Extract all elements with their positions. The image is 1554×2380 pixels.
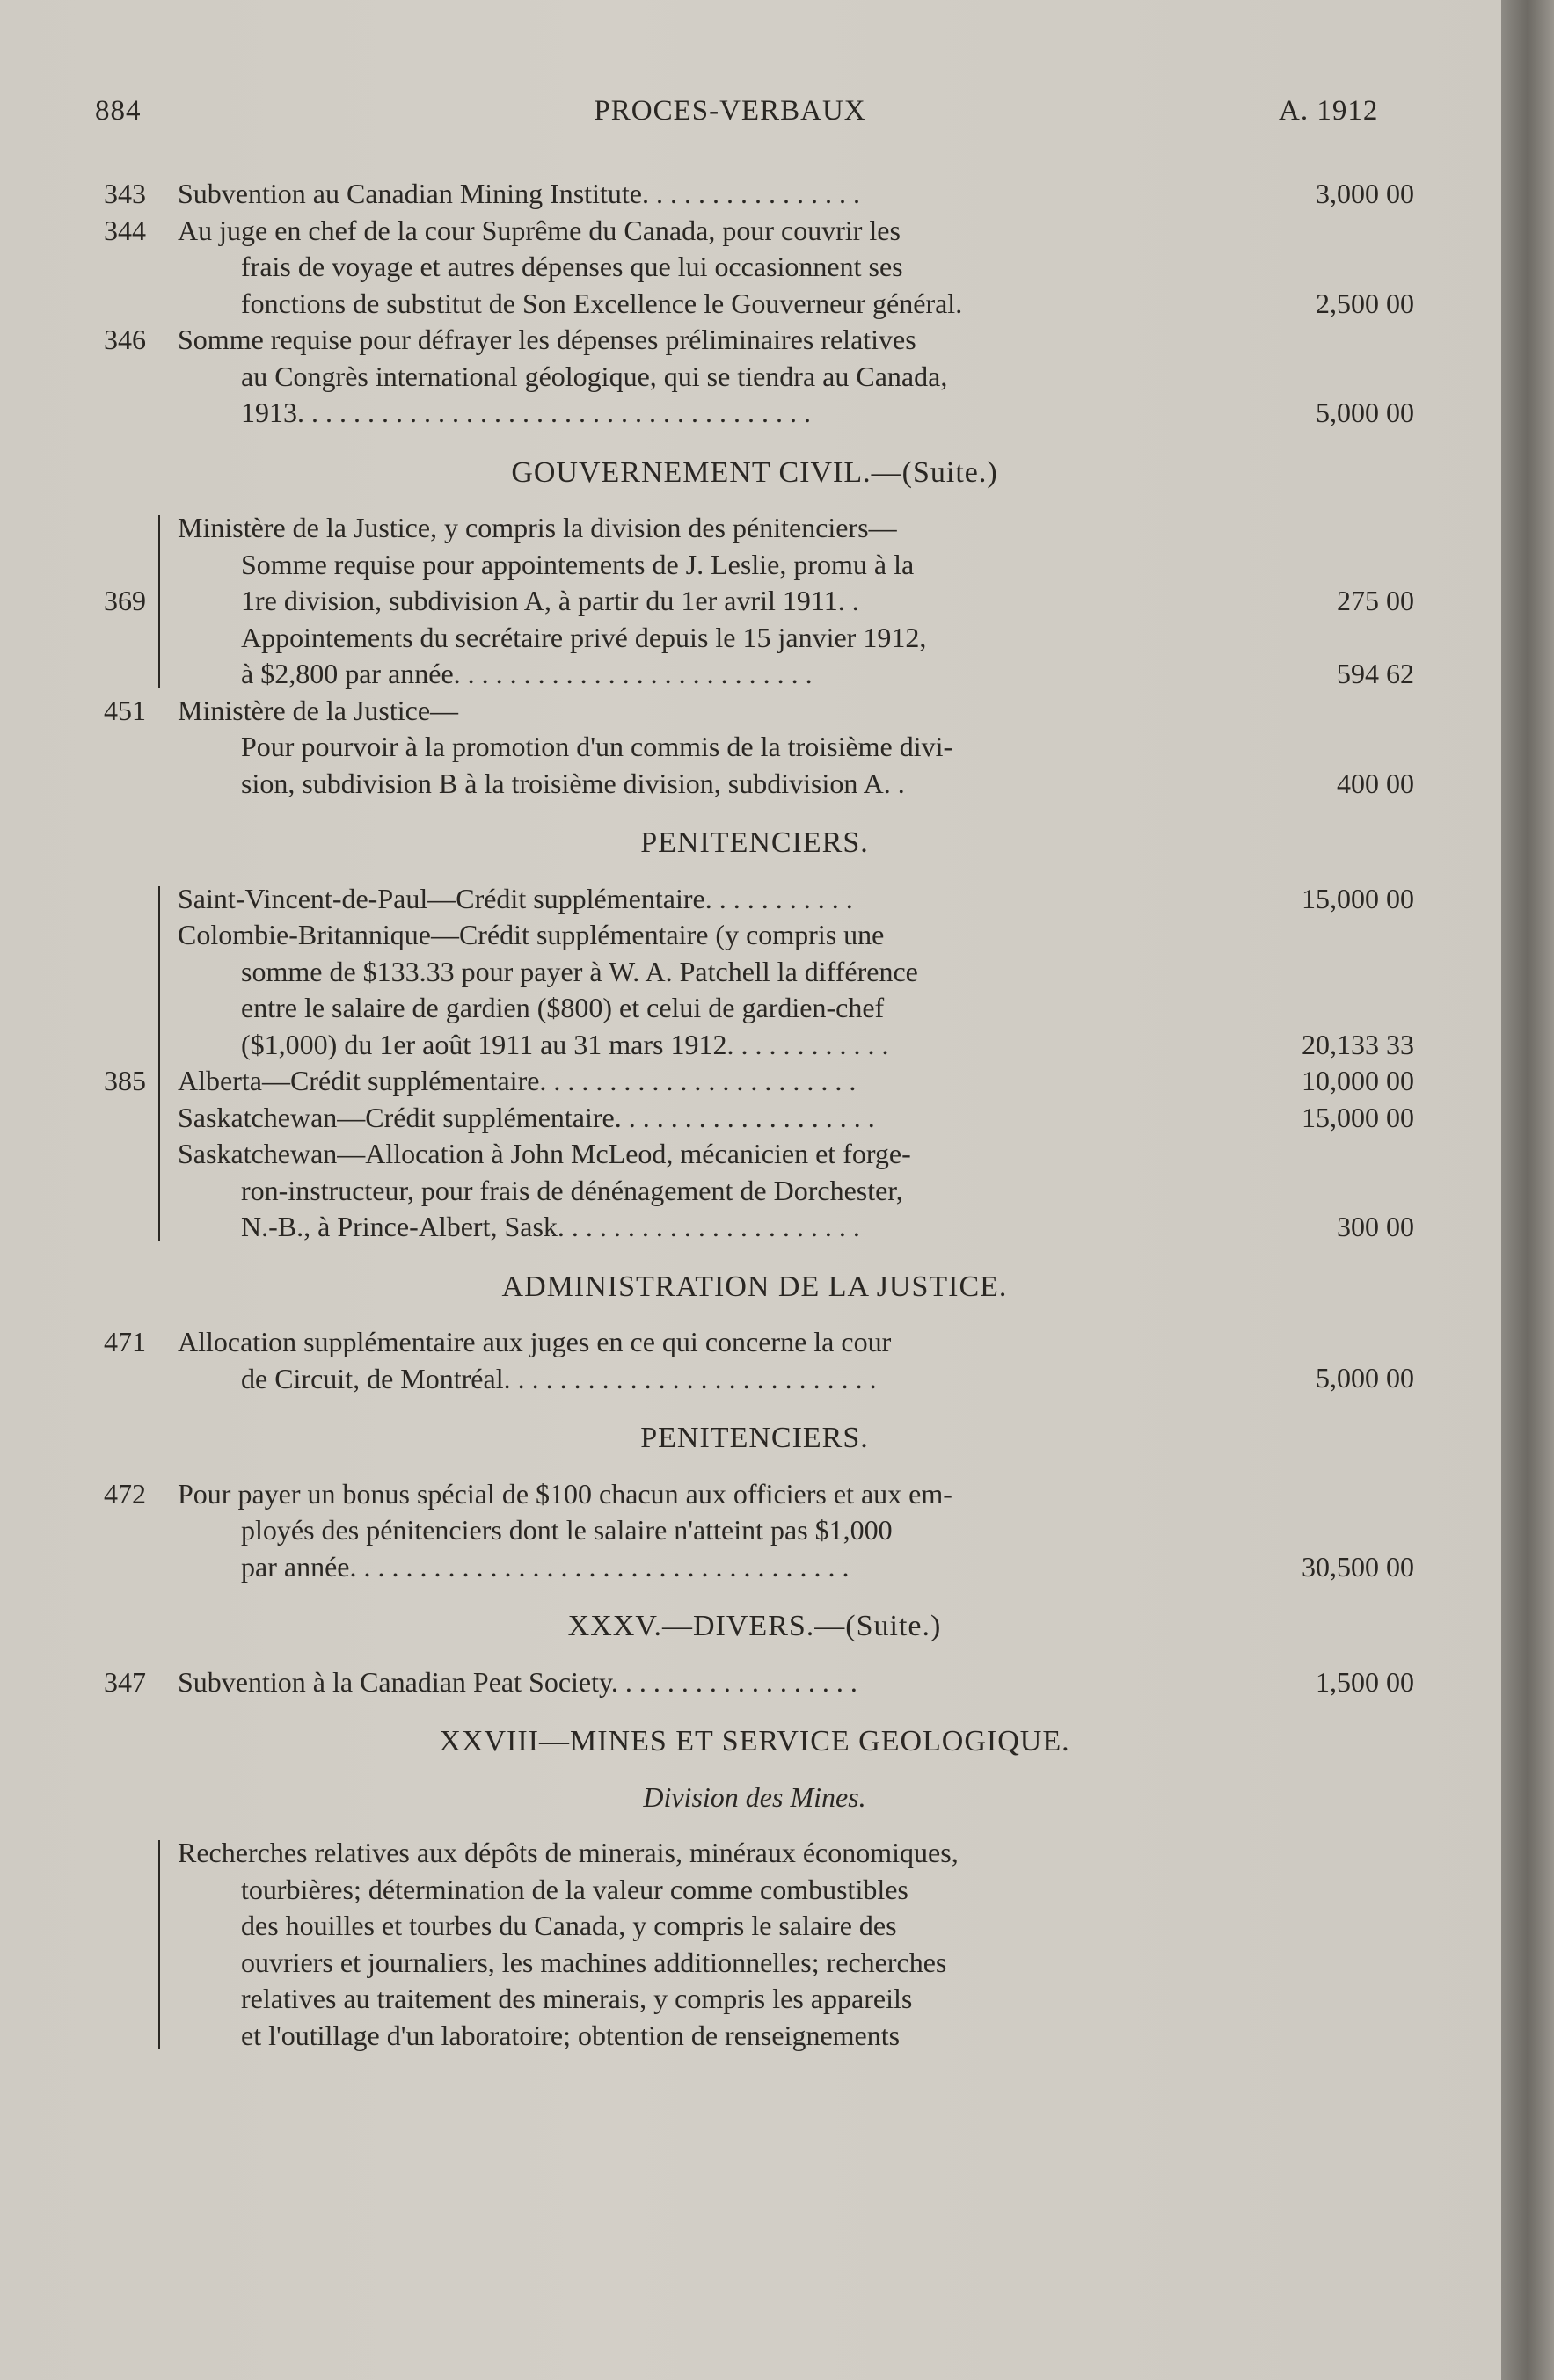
item-text: ouvriers et journaliers, les machines additionnelles; recherches (241, 1946, 947, 1978)
item-mines (104, 1835, 1405, 2054)
item-text: Appointements du secrétaire privé depuis le 15 janvier 1912, (241, 621, 927, 653)
item-343 (104, 176, 1414, 213)
item-text: 1913. . . . . . . . . . . . . . . . . . . . . . . . . . . . . . . . . . . . . (241, 397, 811, 428)
brace (158, 886, 174, 1241)
item-text: Ministère de la Justice, y compris la division des pénitenciers— (178, 512, 897, 543)
item-369 (104, 510, 1414, 693)
brace (158, 1840, 174, 2049)
item-amount: 1,500 00 (1316, 1665, 1414, 1698)
item-451 (104, 693, 1414, 803)
page-title: PROCES-VERBAUX (594, 95, 866, 127)
item-number: 346 (104, 324, 146, 355)
item-text: Recherches relatives aux dépôts de minerais, minéraux économiques, (178, 1837, 959, 1868)
item-amount: 10,000 00 (1302, 1064, 1414, 1096)
page-content (104, 176, 1414, 2054)
item-text: ($1,000) du 1er août 1911 au 31 mars 1912. . . . . . . . . . . . (241, 1028, 889, 1060)
item-text: des houilles et tourbes du Canada, y compris le salaire des (241, 1910, 897, 1941)
item-number: 344 (104, 214, 146, 246)
page-year: A. 1912 (1279, 95, 1379, 127)
item-text: Somme requise pour défrayer les dépenses préliminaires relatives (178, 324, 916, 355)
item-text: 1re division, subdivision A, à partir du 1er avril 1911. . (241, 585, 859, 616)
item-number: 471 (104, 1326, 146, 1357)
item-text: Saint-Vincent-de-Paul—Crédit supplémentaire. . . . . . . . . . . (178, 882, 853, 914)
item-text: Saskatchewan—Allocation à John McLeod, mécanicien et forge- (178, 1138, 911, 1169)
item-471 (104, 1324, 1414, 1397)
item-346 (104, 322, 1414, 432)
item-number: 369 (104, 585, 146, 616)
item-text: tourbières; détermination de la valeur comme combustibles (241, 1873, 908, 1905)
item-347 (104, 1664, 1414, 1701)
item-text: relatives au traitement des minerais, y compris les appareils (241, 1983, 913, 2014)
section-heading: PENITENCIERS. (640, 826, 869, 859)
section-heading: PENITENCIERS. (640, 1422, 869, 1454)
item-385 (104, 881, 1414, 1246)
item-text: Ministère de la Justice— (178, 694, 459, 726)
item-text: Pour pourvoir à la promotion d'un commis de la troisième divi- (241, 731, 953, 762)
item-text: sion, subdivision B à la troisième division, subdivision A. . (241, 767, 905, 799)
item-amount: 5,000 00 (1316, 397, 1414, 428)
item-number: 343 (104, 178, 146, 209)
item-text: Subvention à la Canadian Peat Society. . . . . . . . . . . . . . . . . . (178, 1665, 857, 1698)
book-spine (1501, 0, 1554, 2380)
item-number: 347 (104, 1665, 146, 1698)
item-amount: 275 00 (1337, 585, 1414, 616)
item-text: à $2,800 par année. . . . . . . . . . . . . . . . . . . . . . . . . . (241, 658, 813, 689)
item-amount: 30,500 00 (1302, 1550, 1414, 1583)
item-amount: 400 00 (1337, 767, 1414, 799)
item-amount: 300 00 (1337, 1210, 1414, 1242)
item-amount: 594 62 (1337, 658, 1414, 689)
section-heading: XXVIII—MINES ET SERVICE GEOLOGIQUE. (439, 1725, 1070, 1758)
item-text: ployés des pénitenciers dont le salaire n'atteint pas $1,000 (241, 1514, 893, 1546)
item-text: Au juge en chef de la cour Suprême du Canada, pour couvrir les (178, 214, 901, 246)
item-text: Colombie-Britannique—Crédit supplémentaire (y compris une (178, 919, 885, 950)
brace (158, 515, 174, 688)
page-number: 884 (95, 95, 142, 127)
item-472 (104, 1476, 1414, 1586)
item-text: de Circuit, de Montréal. . . . . . . . . . . . . . . . . . . . . . . . . . . (241, 1362, 877, 1394)
item-amount: 15,000 00 (1302, 1101, 1414, 1133)
item-amount: 20,133 33 (1302, 1028, 1414, 1060)
item-text: Saskatchewan—Crédit supplémentaire. . . . . . . . . . . . . . . . . . . (178, 1101, 875, 1133)
item-text: N.-B., à Prince-Albert, Sask. . . . . . . . . . . . . . . . . . . . . . (241, 1211, 860, 1242)
item-number: 451 (104, 694, 146, 726)
item-text: Somme requise pour appointements de J. Leslie, promu à la (241, 548, 915, 580)
item-text: au Congrès international géologique, qui se tiendra au Canada, (241, 360, 948, 392)
item-amount: 3,000 00 (1316, 178, 1414, 209)
item-number: 472 (104, 1477, 146, 1510)
item-text: frais de voyage et autres dépenses que lui occasionnent ses (241, 251, 903, 282)
item-text: Pour payer un bonus spécial de $100 chacun aux officiers et aux em- (178, 1477, 952, 1510)
section-heading: ADMINISTRATION DE LA JUSTICE. (501, 1270, 1008, 1303)
item-text: ron-instructeur, pour frais de dénénagement de Dorchester, (241, 1174, 903, 1206)
item-text: Alberta—Crédit supplémentaire. . . . . . . . . . . . . . . . . . . . . . . (178, 1065, 857, 1096)
item-text: fonctions de substitut de Son Excellence le Gouverneur général. (241, 287, 963, 319)
item-amount: 2,500 00 (1316, 287, 1414, 319)
item-344 (104, 213, 1414, 323)
item-text: Subvention au Canadian Mining Institute. . . . . . . . . . . . . . . . (178, 178, 860, 209)
item-text: somme de $133.33 pour payer à W. A. Patchell la différence (241, 955, 918, 987)
item-number: 385 (104, 1064, 146, 1096)
item-text: Allocation supplémentaire aux juges en ce qui concerne la cour (178, 1326, 892, 1357)
item-text: par année. . . . . . . . . . . . . . . . . . . . . . . . . . . . . . . . . . . . (241, 1550, 850, 1583)
item-text: et l'outillage d'un laboratoire; obtention de renseignements (241, 2019, 901, 2051)
item-amount: 5,000 00 (1316, 1362, 1414, 1394)
subsection-heading: Division des Mines. (643, 1780, 866, 1813)
item-amount: 15,000 00 (1302, 882, 1414, 914)
item-text: entre le salaire de gardien ($800) et celui de gardien-chef (241, 992, 885, 1023)
section-heading: XXXV.—DIVERS.—(Suite.) (567, 1610, 942, 1642)
section-heading: GOUVERNEMENT CIVIL.—(Suite.) (511, 455, 998, 489)
